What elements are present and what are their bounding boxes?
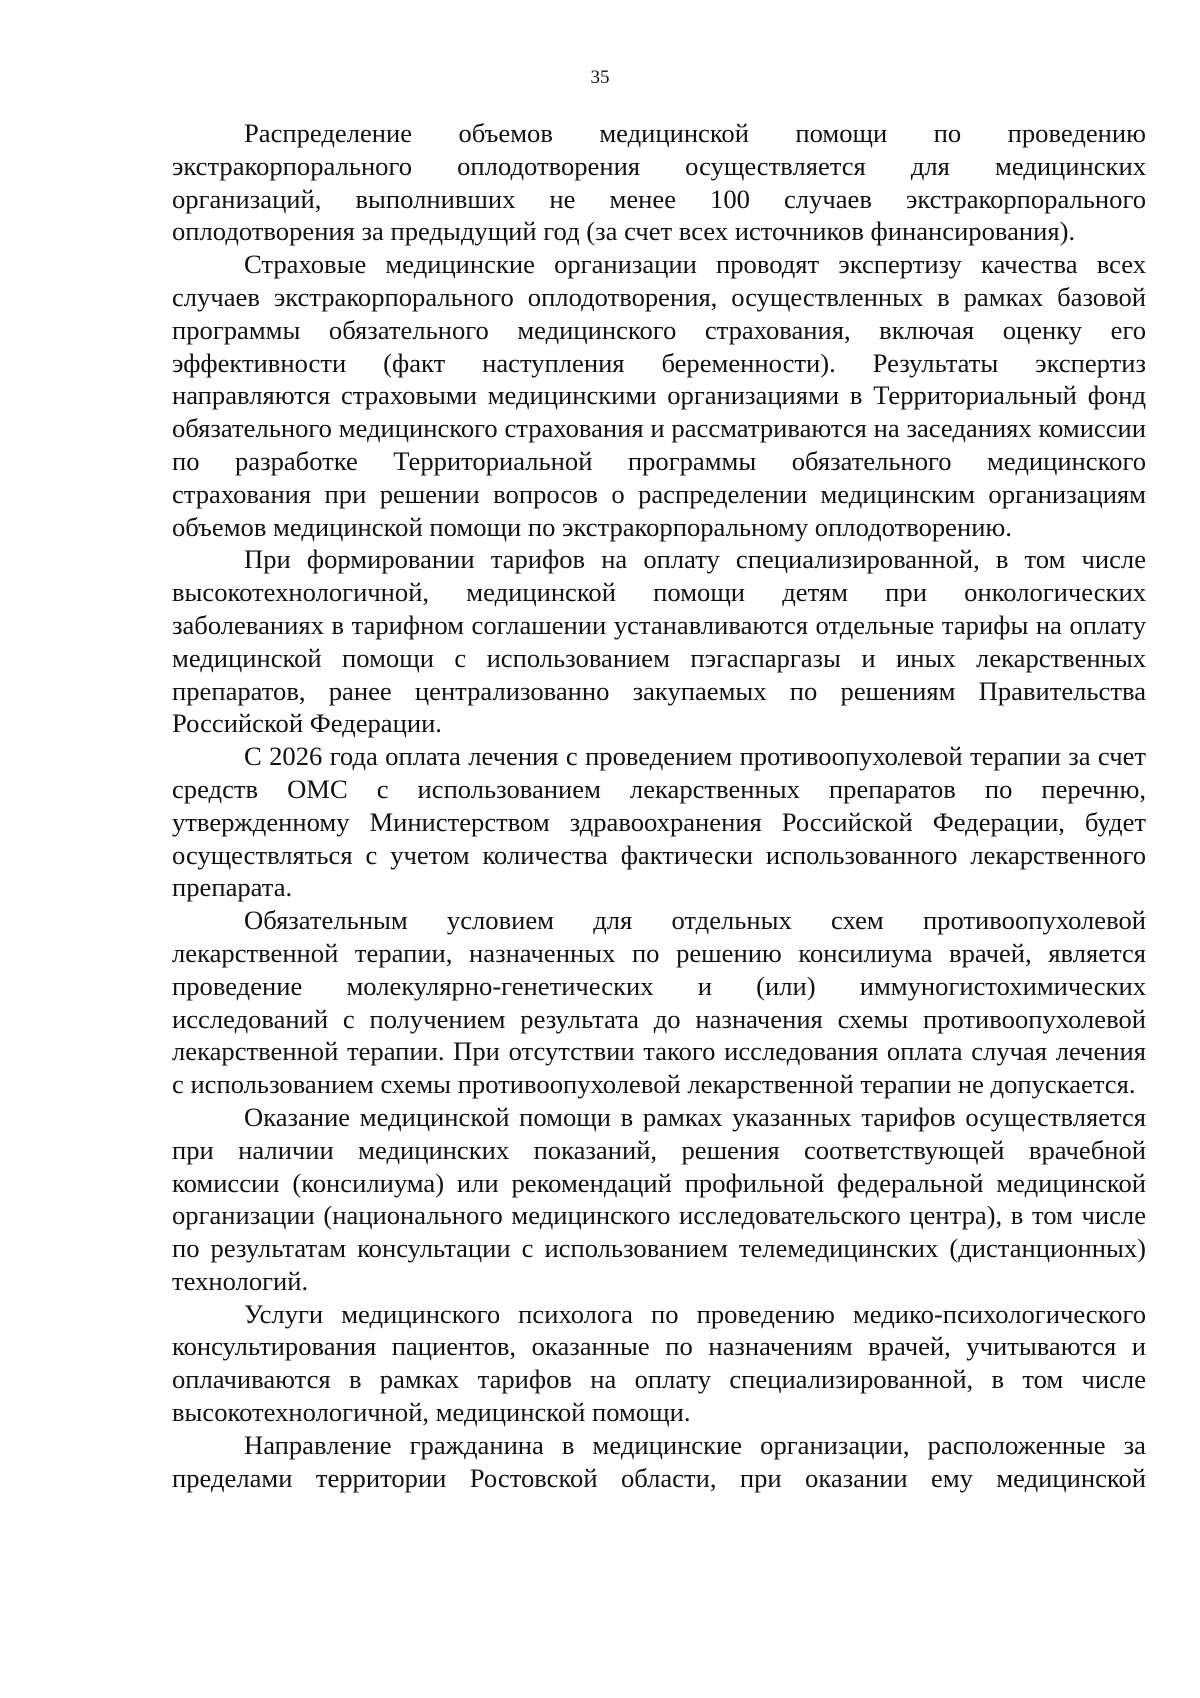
document-body — [172, 117, 1146, 1494]
paragraph-ivf-volume-distribution: Распределение объемов медицинской помощи по проведению экстракорпорального оплодотворения осуществляется для медицинских организаций, выполнивших не менее 100 случаев экстракорпорального оплодотворения за предыдущий год (за счет всех источников финансирования). — [172, 118, 1146, 247]
paragraph-referral-outside-region: Направление гражданина в медицинские организации, расположенные за пределами территории Ростовской области, при оказании ему медицинской — [172, 1429, 1146, 1493]
paragraph-molecular-genetic-requirement: Обязательным условием для отдельных схем противоопухолевой лекарственной терапии, назначенных по решению консилиума врачей, является проведение молекулярно-генетических и (или) иммуногистохимических исследований с получением результата до назначения схемы противоопухолевой лекарственной терапии. При отсутствии такого исследования оплата случая лечения с использованием схемы противоопухолевой лекарственной терапии не допускается. — [172, 905, 1146, 1100]
paragraph-antitumor-therapy-2026: С 2026 года оплата лечения с проведением противоопухолевой терапии за счет средств ОМС с использованием лекарственных препаратов по перечню, утвержденному Министерством здравоохранения Российской Федерации, будет осуществляться с учетом количества фактически использованного лекарственного препарата. — [172, 741, 1146, 903]
paragraph-psychologist-services: Услуги медицинского психолога по проведению медико-психологического консультирования пациентов, оказанные по назначениям врачей, учитываются и оплачиваются в рамках тарифов на оплату специализированной, в том числе высокотехнологичной, медицинской помощи. — [172, 1298, 1146, 1428]
paragraph-medical-indications: Оказание медицинской помощи в рамках указанных тарифов осуществляется при наличии медицинских показаний, решения соответствующей врачебной комиссии (консилиума) или рекомендаций профильной федеральной медицинской организации (национального медицинского исследовательского центра), в том числе по результатам консультации с использованием телемедицинских (дистанционных) технологий. — [172, 1101, 1146, 1296]
paragraph-ivf-quality-expertise: Страховые медицинские организации проводят экспертизу качества всех случаев экстракорпорального оплодотворения, осуществленных в рамках базовой программы обязательного медицинского страхования, включая оценку его эффективности (факт наступления беременности). Результаты экспертиз направляются страховыми медицинскими организациями в Территориальный фонд обязательного медицинского страхования и рассматриваются на заседаниях комиссии по разработке Территориальной программы обязательного медицинского страхования при решении вопросов о распределении медицинским организациям объемов медицинской помощи по экстракорпоральному оплодотворению. — [172, 249, 1146, 542]
page-number: 35 — [590, 67, 610, 88]
paragraph-pediatric-oncology-tariffs: При формировании тарифов на оплату специализированной, в том числе высокотехнологичной, медицинской помощи детям при онкологических заболеваниях в тарифном соглашении устанавливаются отдельные тарифы на оплату медицинской помощи с использованием пэгаспаргазы и иных лекарственных препаратов, ранее централизованно закупаемых по решениям Правительства Российской Федерации. — [172, 544, 1146, 739]
